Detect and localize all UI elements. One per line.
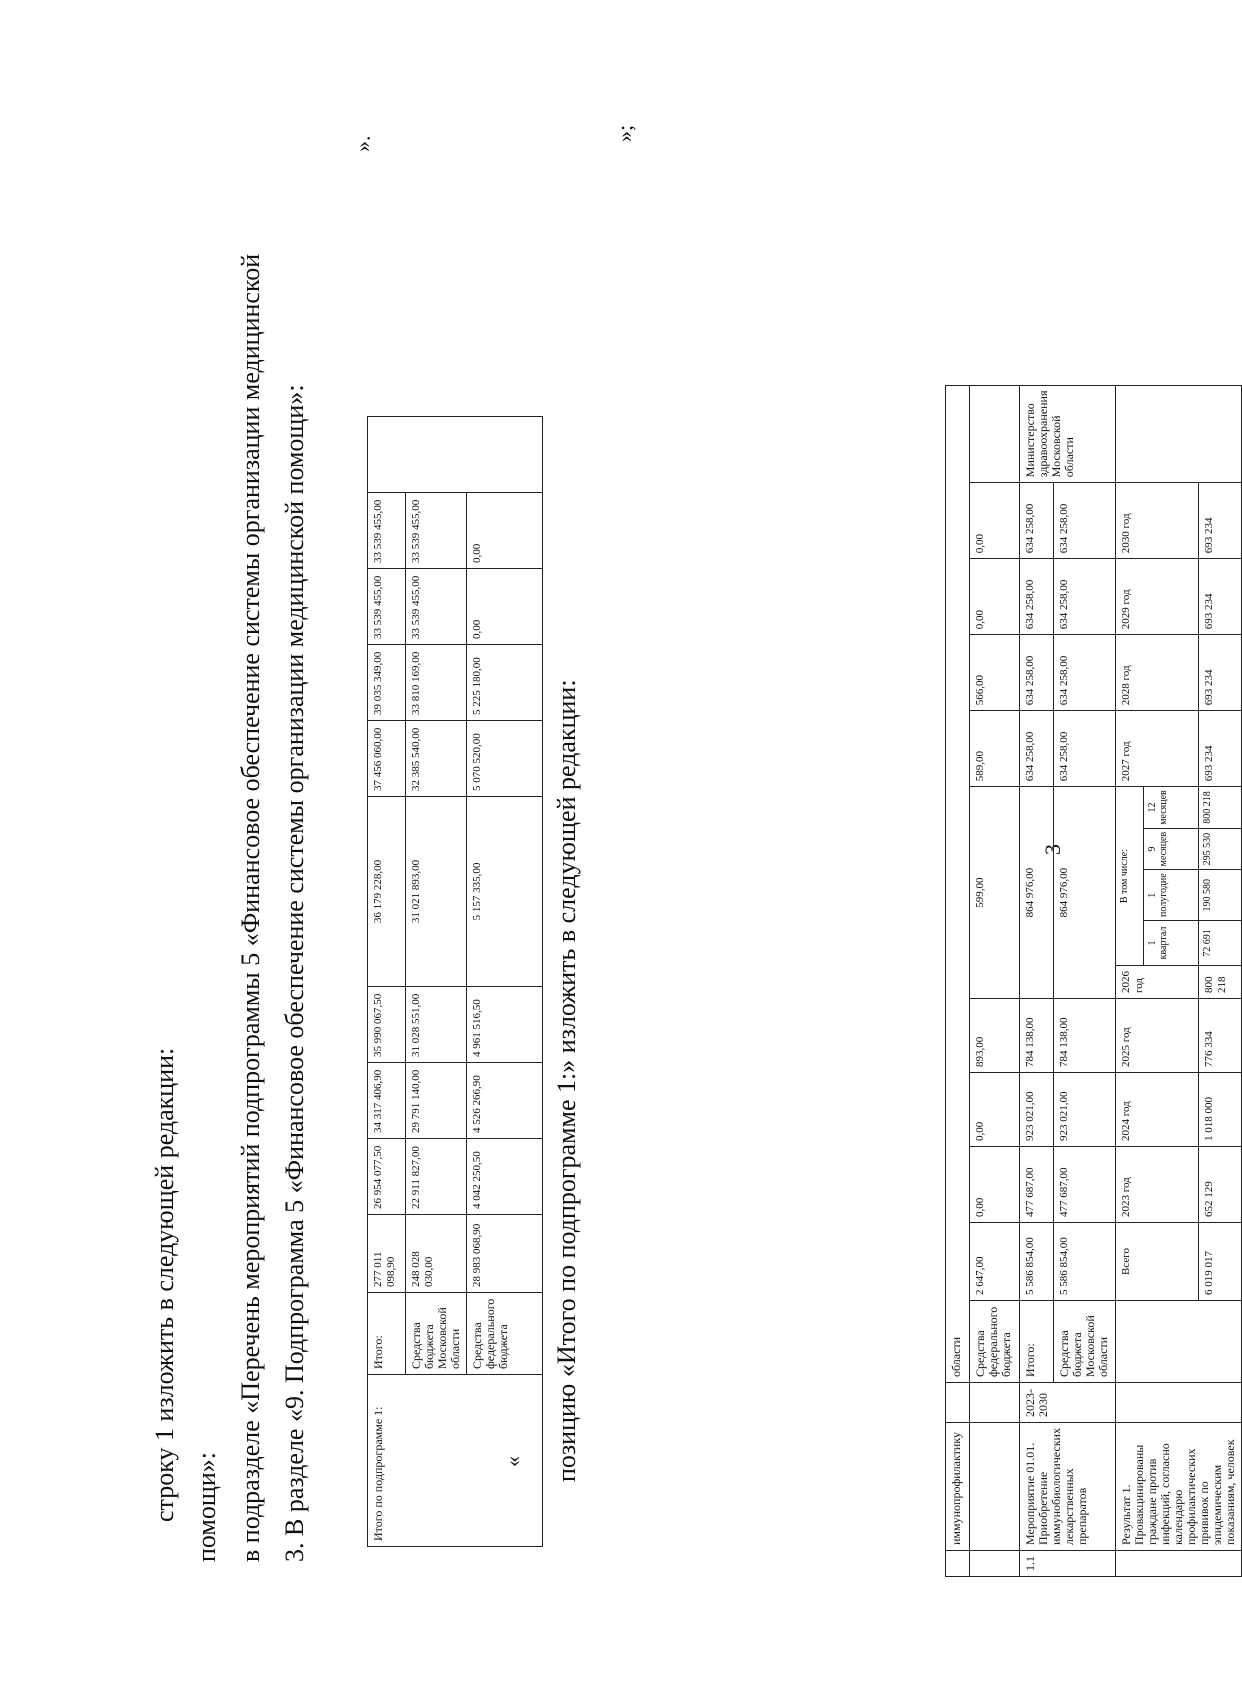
table-cell: Средства бюджета Московской области [1054, 1301, 1116, 1383]
table-cell: 35 990 067,50 [368, 987, 406, 1063]
table-cell: 2024 год [1116, 1073, 1199, 1147]
table-cell: 784 138,00 [1054, 999, 1116, 1073]
table-cell: 5 586 854,00 [1020, 1223, 1054, 1301]
table-cell: Итого: [368, 1293, 406, 1375]
table-cell: 4 526 266,90 [467, 1063, 543, 1139]
table-cell [946, 1551, 970, 1577]
opening-quote: « [500, 1456, 525, 1467]
table-cell: 693 234 [1198, 635, 1241, 711]
table-cell: Средства бюджета Московской области [406, 1293, 467, 1375]
table-cell: 33 539 455,00 [368, 569, 406, 645]
table-cell: 589,00 [970, 711, 1020, 787]
table-cell: 26 954 077,50 [368, 1139, 406, 1215]
table-cell: 0,00 [467, 493, 543, 569]
table-cell: 0,00 [970, 1073, 1020, 1147]
table-cell: 634 258,00 [1020, 711, 1054, 787]
table-cell: 923 021,00 [1054, 1073, 1116, 1147]
table-cell: 2027 год [1116, 711, 1199, 787]
table-cell: 72 691 [1198, 921, 1241, 966]
table-row [368, 417, 406, 1547]
paragraph-text: помощи»: [192, 1451, 221, 1562]
table-cell: 5 070 520,00 [467, 721, 543, 797]
table-cell: 634 258,00 [1054, 711, 1116, 787]
table-cell: 277 011 098,90 [368, 1215, 406, 1293]
table-cell: 0,00 [970, 559, 1020, 635]
paragraph-text: 3. В разделе «9. Подпрограмма 5 «Финансовое обеспечение системы организации медицинской помощи»: [280, 384, 309, 1562]
table-cell: 34 317 406,90 [368, 1063, 406, 1139]
table-cell: 652 129 [1198, 1147, 1241, 1223]
table-cell: 4 961 516,50 [467, 987, 543, 1063]
table-cell: 0,00 [467, 569, 543, 645]
table-cell: Итого по подпрограмме 1: [368, 1375, 543, 1547]
table-cell [946, 1383, 970, 1423]
table-cell: Министерство здравоохранения Московской области [1020, 385, 1116, 483]
table-cell: 248 028 030,00 [406, 1215, 467, 1293]
table-row [946, 385, 970, 1576]
table-cell: Всего [1116, 1223, 1199, 1301]
table-cell: 784 138,00 [1020, 999, 1054, 1073]
table-cell: 37 456 060,00 [368, 721, 406, 797]
closing-quote: »; [612, 124, 637, 142]
table-cell: 6 019 017 [1198, 1223, 1241, 1301]
table-cell: 5 157 335,00 [467, 797, 543, 987]
table-cell: 800 218 [1198, 787, 1241, 829]
table-cell: 693 234 [1198, 559, 1241, 635]
table-cell: 923 021,00 [1020, 1073, 1054, 1147]
table-cell: В том числе: [1116, 787, 1144, 966]
table-cell: 634 258,00 [1054, 635, 1116, 711]
table-cell: 1 018 000 [1198, 1073, 1241, 1147]
table-cell: 9 месяцев [1144, 828, 1198, 870]
table-cell: области [946, 385, 970, 1382]
table-cell: 1.1 [1020, 1551, 1116, 1577]
table-cell: 634 258,00 [1020, 635, 1054, 711]
table-cell: Результат 1. Провакцинированы граждане против инфекций, согласно календарю профилактических прививок по эпидемическим показаниям, человек [1116, 1423, 1242, 1551]
table-cell: 864 976,00 [1054, 787, 1116, 999]
table-cell: 36 179 228,00 [368, 797, 406, 987]
table-cell: 893,00 [970, 999, 1020, 1073]
table-cell: 634 258,00 [1054, 483, 1116, 559]
table-cell: 295 530 [1198, 828, 1241, 870]
table-cell: 693 234 [1198, 483, 1241, 559]
table-cell: 776 334 [1198, 999, 1241, 1073]
table-cell: 29 791 140,00 [406, 1063, 467, 1139]
table-cell: 2026 год [1116, 966, 1199, 999]
table-cell: 1 квартал [1144, 921, 1198, 966]
paragraph-text: в подразделе «Перечень мероприятий подпрограммы 5 «Финансовое обеспечение системы организации медицинской [236, 253, 265, 1562]
table-cell: Средства федерального бюджета [970, 1301, 1020, 1383]
table-cell: 864 976,00 [1020, 787, 1054, 999]
table-cell: 566,00 [970, 635, 1020, 711]
table-row [970, 385, 1020, 1576]
table-cell: 2029 год [1116, 559, 1199, 635]
paragraph-text: строку 1 изложить в следующей редакции: [150, 1047, 179, 1522]
table-cell: 5 225 180,00 [467, 645, 543, 721]
table-cell: 12 месяцев [1144, 787, 1198, 829]
table-cell: Средства федерального бюджета [467, 1293, 543, 1375]
subprogram-total-table [367, 416, 543, 1547]
table-row [1116, 385, 1144, 1576]
table-cell: 477 687,00 [1054, 1147, 1116, 1223]
table-cell: 5 586 854,00 [1054, 1223, 1116, 1301]
table-cell: 0,00 [970, 1147, 1020, 1223]
table-cell: 2028 год [1116, 635, 1199, 711]
table-cell: 634 258,00 [1020, 559, 1054, 635]
table-cell: 4 042 250,50 [467, 1139, 543, 1215]
table-cell: 32 385 540,00 [406, 721, 467, 797]
table-cell: Итого: [1020, 1301, 1054, 1383]
table-cell: 2025 год [1116, 999, 1199, 1073]
table-cell: 33 539 455,00 [368, 493, 406, 569]
table-cell: 22 911 827,00 [406, 1139, 467, 1215]
table-cell: 31 028 551,00 [406, 987, 467, 1063]
table-cell: 477 687,00 [1020, 1147, 1054, 1223]
table-cell: 31 021 893,00 [406, 797, 467, 987]
table-cell: 2030 год [1116, 483, 1199, 559]
table-cell: Мероприятие 01.01. Приобретение иммунобиологических лекарственных препаратов [1020, 1423, 1116, 1551]
paragraph-text: позицию «Итого по подпрограмме 1:» изложить в следующей редакции: [552, 679, 581, 1482]
table-cell: 33 539 455,00 [406, 569, 467, 645]
table-cell: иммунопрофилактику [946, 1423, 970, 1551]
table-cell: 800 218 [1198, 966, 1241, 999]
measures-table [945, 385, 1242, 1577]
table-cell: 33 810 169,00 [406, 645, 467, 721]
closing-quote: ». [350, 135, 375, 152]
table-cell: 33 539 455,00 [406, 493, 467, 569]
page-number: 3 [1040, 844, 1065, 855]
table-cell: 39 035 349,00 [368, 645, 406, 721]
table-cell: 693 234 [1198, 711, 1241, 787]
table-cell: 2 647,00 [970, 1223, 1020, 1301]
table-cell: 0,00 [970, 483, 1020, 559]
table-cell: 2023-2030 [1020, 1383, 1116, 1423]
table-cell: 1 полугодие [1144, 870, 1198, 921]
table-cell: 2023 год [1116, 1147, 1199, 1223]
table-row [1020, 385, 1054, 1576]
table-cell: 190 580 [1198, 870, 1241, 921]
table-cell: 634 258,00 [1020, 483, 1054, 559]
table-cell: 28 983 068,90 [467, 1215, 543, 1293]
table-cell: 599,00 [970, 787, 1020, 999]
table-cell: 634 258,00 [1054, 559, 1116, 635]
